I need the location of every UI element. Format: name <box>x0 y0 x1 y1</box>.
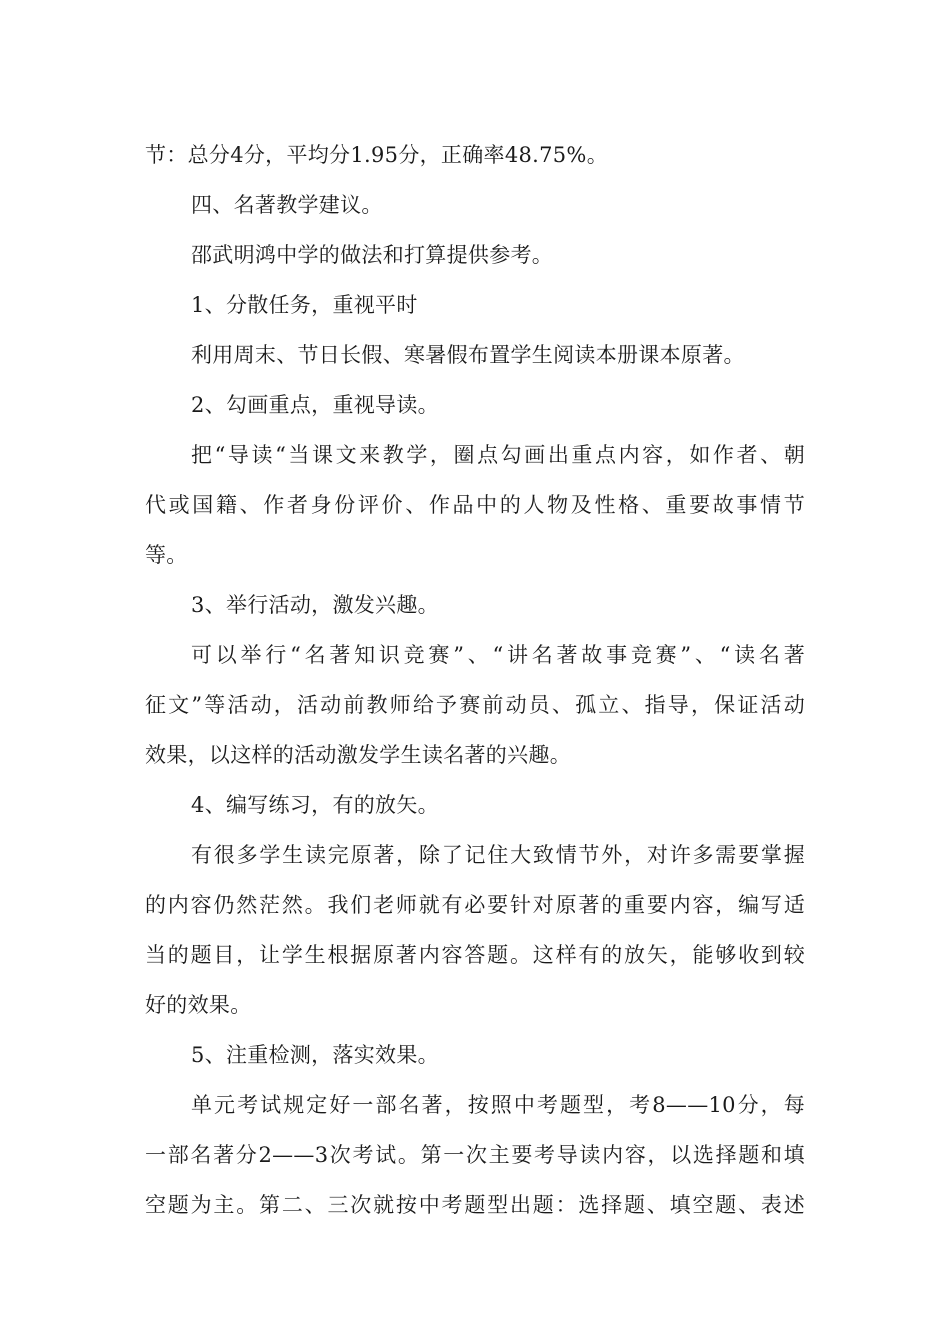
text-line: 利用周末、节日长假、寒暑假布置学生阅读本册课本原著。 <box>191 343 745 367</box>
text-line: 节：总分4分，平均分1.95分，正确率48.75%。 <box>145 143 608 167</box>
subheading: 4、编写练习，有的放矢。 <box>191 793 439 817</box>
subheading: 2、勾画重点，重视导读。 <box>191 393 439 417</box>
document-body <box>145 130 805 1230</box>
text-line: 的内容仍然茫然。我们老师就有必要针对原著的重要内容，编写适 <box>145 893 805 917</box>
text-line: 空题为主。第二、三次就按中考题型出题：选择题、填空题、表述 <box>145 1193 805 1217</box>
text-line: 可以举行“名著知识竞赛”、“讲名著故事竞赛”、“读名著 <box>191 643 805 667</box>
text-line: 把“导读“当课文来教学，圈点勾画出重点内容，如作者、朝 <box>191 443 805 467</box>
text-line: 单元考试规定好一部名著，按照中考题型，考8——10分，每 <box>191 1093 805 1117</box>
subheading: 3、举行活动，激发兴趣。 <box>191 593 439 617</box>
text-line: 征文”等活动，活动前教师给予赛前动员、孤立、指导，保证活动 <box>145 693 805 717</box>
section-heading: 四、名著教学建议。 <box>191 193 383 217</box>
subheading: 1、分散任务，重视平时 <box>191 293 418 317</box>
text-line: 代或国籍、作者身份评价、作品中的人物及性格、重要故事情节 <box>145 493 805 517</box>
text-line: 当的题目，让学生根据原著内容答题。这样有的放矢，能够收到较 <box>145 943 805 967</box>
text-line: 好的效果。 <box>145 993 252 1017</box>
text-line: 邵武明鸿中学的做法和打算提供参考。 <box>191 243 554 267</box>
text-line: 有很多学生读完原著，除了记住大致情节外，对许多需要掌握 <box>191 843 805 867</box>
text-line: 效果，以这样的活动激发学生读名著的兴趣。 <box>145 743 571 767</box>
text-line: 等。 <box>145 543 188 567</box>
text-line: 一部名著分2——3次考试。第一次主要考导读内容，以选择题和填 <box>145 1143 805 1167</box>
subheading: 5、注重检测，落实效果。 <box>191 1043 439 1067</box>
